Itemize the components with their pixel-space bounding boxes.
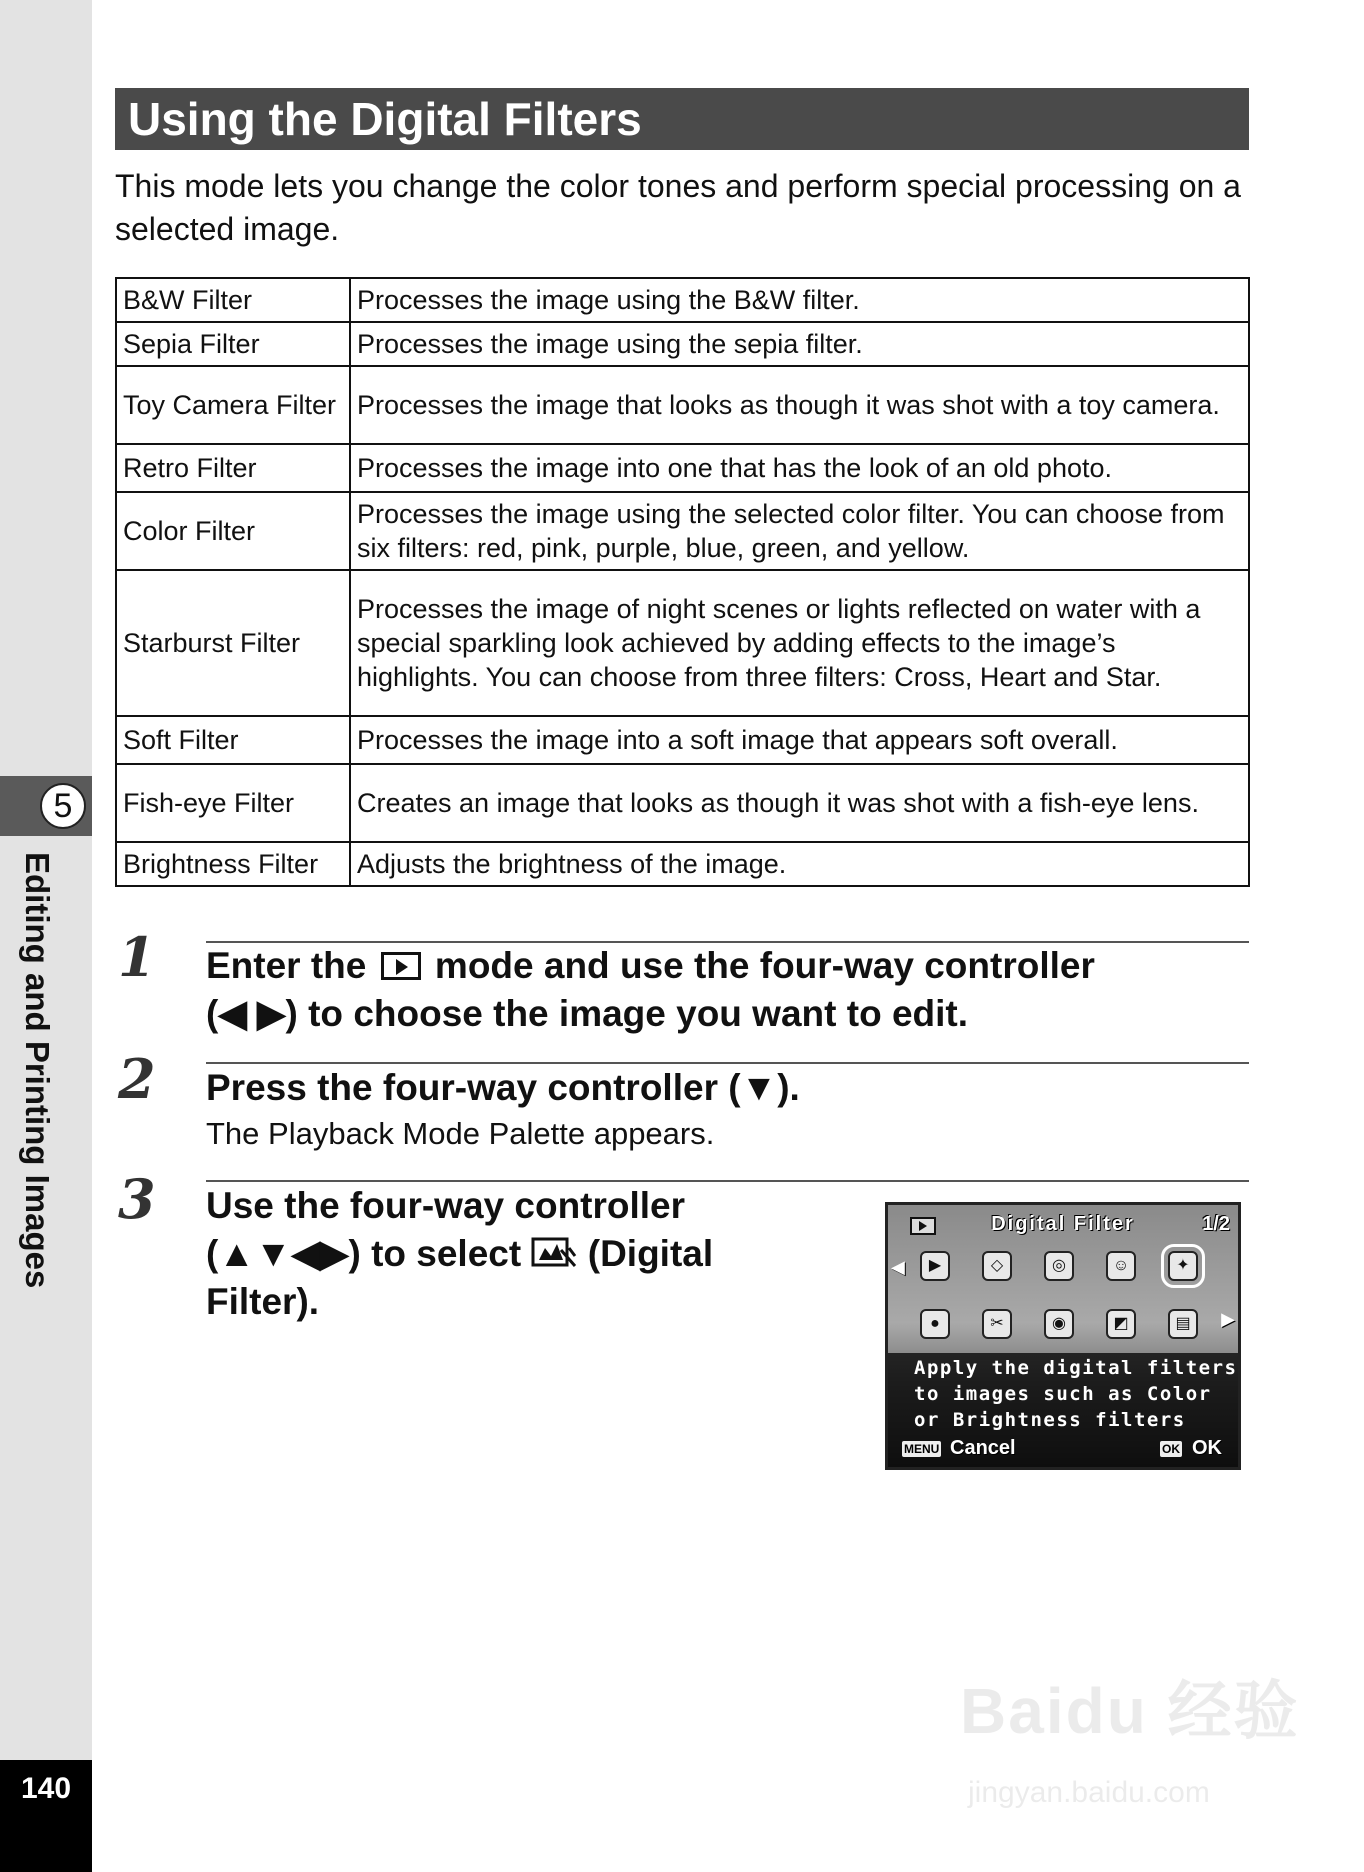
- table-row: [116, 716, 1249, 764]
- step-1-text: [206, 942, 1095, 1038]
- cancel-label[interactable]: Cancel: [950, 1437, 1016, 1459]
- filter-name: Brightness Filter: [116, 842, 350, 886]
- menu-key-icon: MENU: [904, 1442, 940, 1456]
- filter-name: Starburst Filter: [116, 570, 350, 716]
- resize-icon[interactable]: ◎: [1044, 1251, 1074, 1281]
- table-row: [116, 764, 1249, 842]
- camera-desc-line: or Brightness filters: [914, 1409, 1186, 1431]
- left-arrow-icon: ◀: [891, 1257, 905, 1277]
- playback-icon: [381, 952, 421, 980]
- filter-name: Toy Camera Filter: [116, 366, 350, 444]
- step-number: 1: [118, 925, 156, 989]
- table-row: [116, 366, 1249, 444]
- step-number: 3: [118, 1167, 156, 1231]
- step-2-text: Press the four-way controller (▼).: [206, 1067, 800, 1108]
- filter-name: Color Filter: [116, 492, 350, 570]
- rotate-icon[interactable]: ◇: [982, 1251, 1012, 1281]
- step-1-text-c: (◀ ▶) to choose the image you want to edit.: [206, 993, 969, 1034]
- filters-table: [115, 277, 1250, 887]
- watermark-url: jingyan.baidu.com: [968, 1776, 1210, 1809]
- filter-desc: Processes the image using the B&W filter.: [350, 278, 1249, 322]
- camera-desc-line: to images such as Color: [914, 1383, 1212, 1405]
- filter-desc: Processes the image that looks as though it was shot with a toy camera.: [350, 366, 1249, 444]
- filter-desc: Adjusts the brightness of the image.: [350, 842, 1249, 886]
- chapter-number: 5: [40, 783, 86, 829]
- step-2-subtext: The Playback Mode Palette appears.: [206, 1116, 715, 1151]
- camera-title: Digital Filter: [991, 1213, 1135, 1235]
- table-row: [116, 570, 1249, 716]
- intro-paragraph: This mode lets you change the color tones and perform special processing on a selected image.: [115, 168, 1241, 247]
- step-3-text-a: Use the four-way controller: [206, 1185, 686, 1226]
- step-1-text-a: Enter the: [206, 945, 367, 986]
- filter-name: Sepia Filter: [116, 322, 350, 366]
- filter-desc: Processes the image into one that has the look of an old photo.: [350, 444, 1249, 492]
- step-number: 2: [118, 1047, 156, 1111]
- step-1-text-b: mode and use the four-way controller: [434, 945, 1095, 986]
- camera-screen: [885, 1202, 1241, 1470]
- section-title: Using the Digital Filters: [128, 93, 642, 145]
- filter-name: Fish-eye Filter: [116, 764, 350, 842]
- filter-desc: Creates an image that looks as though it was shot with a fish-eye lens.: [350, 764, 1249, 842]
- ok-key-icon: OK: [1162, 1442, 1180, 1456]
- frame-icon[interactable]: ●: [920, 1309, 950, 1339]
- right-arrow-icon: ▶: [1221, 1309, 1235, 1329]
- filter-name: Soft Filter: [116, 716, 350, 764]
- filter-name: Retro Filter: [116, 444, 350, 492]
- digital-filter-icon[interactable]: ✦: [1168, 1251, 1198, 1281]
- cut-icon[interactable]: ✂: [982, 1309, 1012, 1339]
- filter-name: B&W Filter: [116, 278, 350, 322]
- chapter-title: Editing and Printing Images: [19, 852, 56, 1289]
- slideshow-icon[interactable]: ▶: [920, 1251, 950, 1281]
- filter-desc: Processes the image into a soft image that appears soft overall.: [350, 716, 1249, 764]
- table-row: [116, 278, 1249, 322]
- movie-edit-icon[interactable]: ▤: [1168, 1309, 1198, 1339]
- step-3-text: [206, 1182, 826, 1326]
- table-row: [116, 842, 1249, 886]
- redeye-icon[interactable]: ◉: [1044, 1309, 1074, 1339]
- table-row: [116, 492, 1249, 570]
- filter-desc: Processes the image using the sepia filter.: [350, 322, 1249, 366]
- crop-icon[interactable]: ◩: [1106, 1309, 1136, 1339]
- camera-page-indicator: 1/2: [1202, 1213, 1230, 1235]
- face-icon[interactable]: ☺: [1106, 1251, 1136, 1281]
- filter-desc: Processes the image of night scenes or lights reflected on water with a special sparkling look achieved by adding effects to the image’s highlights. You can choose from three filters: Cross, Heart and Star.: [350, 570, 1249, 716]
- table-row: [116, 322, 1249, 366]
- step-3-text-d: Filter).: [206, 1281, 320, 1322]
- step-3-text-b: (▲▼◀▶) to select: [206, 1233, 522, 1274]
- table-row: [116, 444, 1249, 492]
- digital-filter-icon: [531, 1236, 577, 1270]
- ok-label[interactable]: OK: [1192, 1437, 1222, 1459]
- filter-desc: Processes the image using the selected color filter. You can choose from six filters: red, pink, purple, blue, green, and yellow.: [350, 492, 1249, 570]
- watermark-logo: Baidu 经验: [960, 1675, 1300, 1747]
- step-3-text-c: (Digital: [587, 1233, 714, 1274]
- page-number: 140: [20, 1772, 72, 1805]
- camera-desc-line: Apply the digital filters: [914, 1357, 1238, 1379]
